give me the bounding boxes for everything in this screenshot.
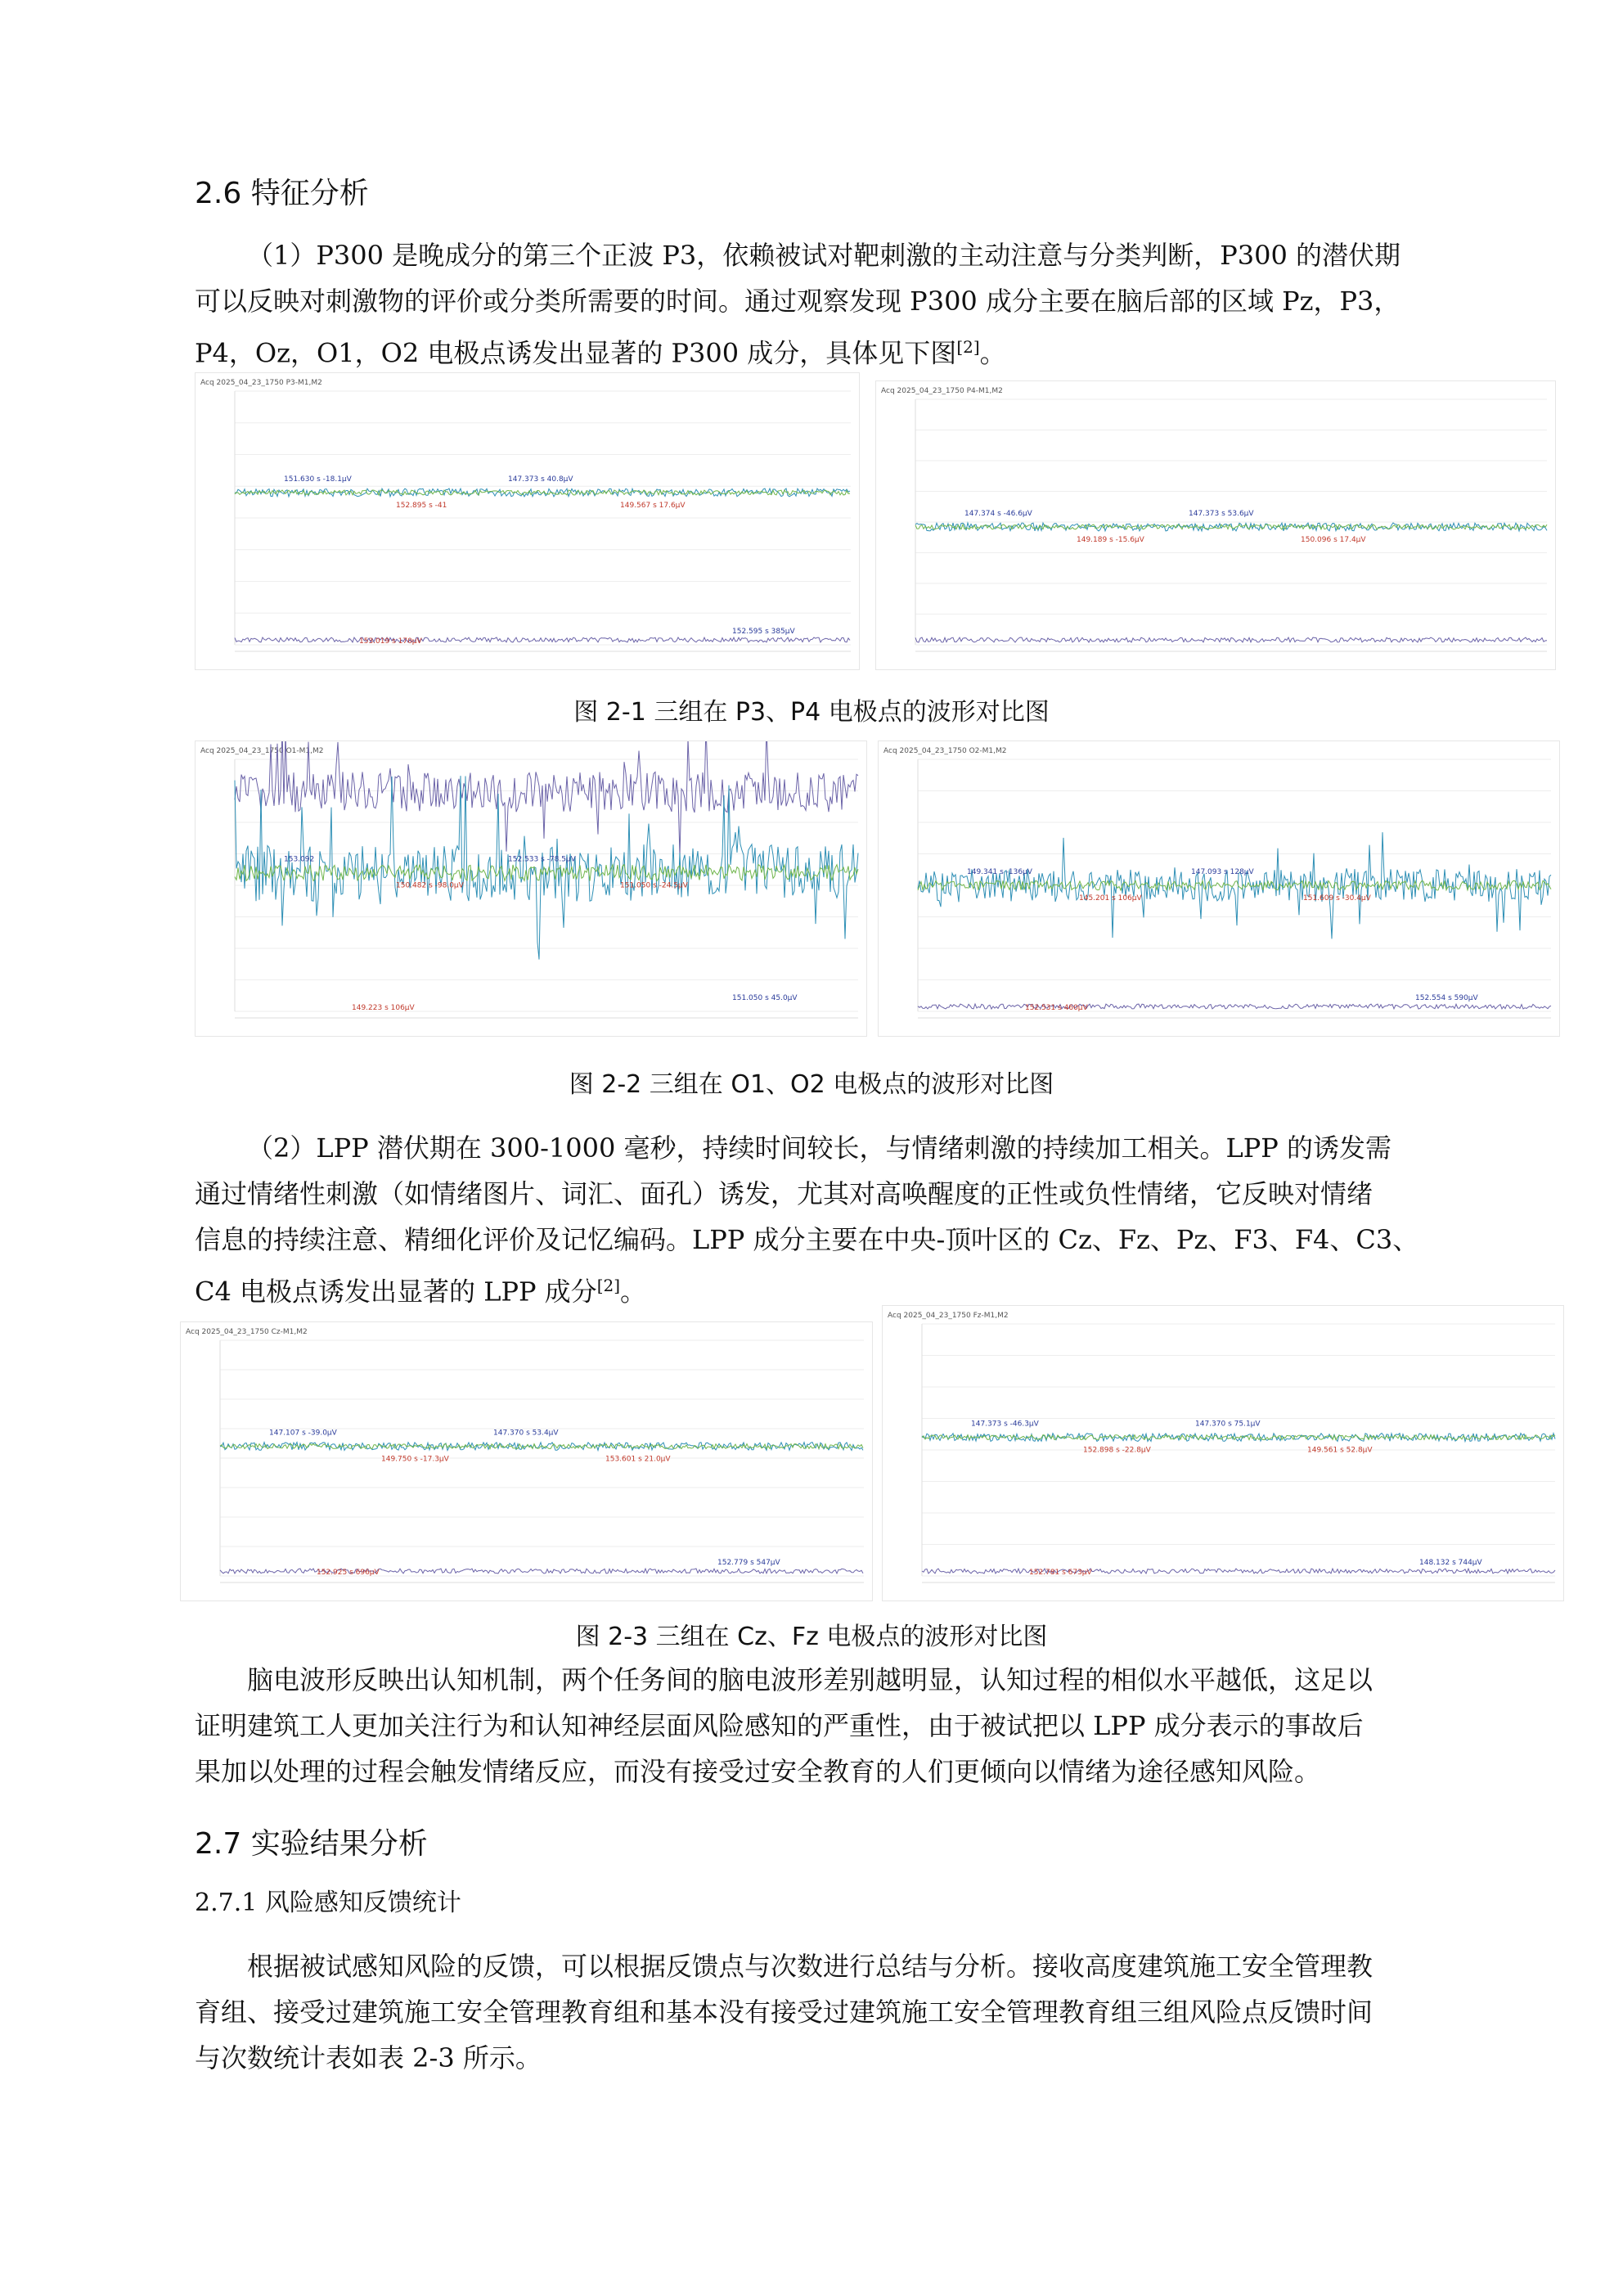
- eeg-waveform-o2: [879, 741, 1559, 1036]
- panel-header: Acq 2025_04_23_1750 O2-M1,M2: [883, 747, 1007, 755]
- eeg-trace: [235, 741, 858, 856]
- peak-annotation: 151.630 s -18.1μV: [284, 475, 352, 484]
- eeg-waveform-o1: [196, 741, 866, 1036]
- peak-annotation: 152.925 s 696μV: [317, 1569, 380, 1577]
- eeg-waveform-fz: [883, 1306, 1563, 1600]
- section-heading-2-7: 2.7 实验结果分析: [195, 1827, 428, 1861]
- figure-2-3-caption: 图 2-3 三组在 Cz、Fz 电极点的波形对比图: [575, 1623, 1048, 1651]
- peak-annotation: 151.609 s -30.4μV: [1303, 894, 1371, 903]
- lpp-line-3: 信息的持续注意、精细化评价及记忆编码。LPP 成分主要在中央-顶叶区的 Cz、Fz、Pz、F3、F4、C3、: [195, 1224, 1419, 1255]
- peak-annotation: 152.898 s -22.8μV: [1083, 1446, 1151, 1455]
- p300-line-2: 可以反映对刺激物的评价或分类所需要的时间。通过观察发现 P300 成分主要在脑后部的区域 Pz，P3，: [195, 286, 1400, 317]
- peak-annotation: 149.567 s 17.6μV: [620, 502, 686, 510]
- figure-2-1-panel-p3: [195, 372, 860, 670]
- peak-annotation: 147.107 s -39.0μV: [269, 1429, 337, 1438]
- citation-ref[interactable]: [2]: [956, 337, 980, 357]
- eeg-trace: [922, 1569, 1555, 1573]
- peak-annotation: 149.561 s 52.8μV: [1307, 1446, 1373, 1455]
- eeg-trace: [918, 1004, 1551, 1009]
- paragraph-lpp: [195, 1125, 1479, 1315]
- section-heading-2-6: 2.6 特征分析: [195, 177, 369, 210]
- eeg-waveform-p3: [196, 373, 859, 669]
- figure-2-3-panel-cz: [180, 1321, 873, 1601]
- peak-annotation: 149.750 s -17.3μV: [381, 1455, 449, 1464]
- peak-annotation: 150.096 s 17.4μV: [1301, 536, 1366, 544]
- feedback-line-3: 与次数统计表如表 2-3 所示。: [195, 2042, 542, 2073]
- eeg-trace: [915, 637, 1547, 642]
- panel-header: Acq 2025_04_23_1750 Fz-M1,M2: [888, 1312, 1009, 1320]
- conclusion-line-1: 脑电波形反映出认知机制，两个任务间的脑电波形差别越明显，认知过程的相似水平越低，这足以: [247, 1664, 1373, 1695]
- panel-header: Acq 2025_04_23_1750 P4-M1,M2: [881, 387, 1003, 395]
- peak-annotation: 150.482 s -98.0μV: [396, 881, 464, 890]
- peak-annotation: 153.019 s 170μV: [359, 637, 422, 646]
- peak-annotation: 153.601 s 21.0μV: [605, 1455, 671, 1464]
- eeg-trace: [235, 776, 858, 960]
- lpp-line-2: 通过情绪性刺激（如情绪图片、词汇、面孔）诱发，尤其对高唤醒度的正性或负性情绪，它反映对情绪: [195, 1178, 1373, 1209]
- peak-annotation: 152.895 s -41: [396, 502, 447, 510]
- peak-annotation: 147.370 s 75.1μV: [1195, 1420, 1261, 1429]
- eeg-waveform-p4: [876, 381, 1555, 669]
- figure-2-2-panel-o2: [878, 741, 1560, 1037]
- peak-annotation: 149.189 s -15.6μV: [1077, 536, 1144, 544]
- panel-header: Acq 2025_04_23_1750 O1-M1,M2: [200, 747, 324, 755]
- subsection-heading-2-7-1: 2.7.1 风险感知反馈统计: [195, 1889, 461, 1917]
- p300-line-3: P4，Oz，O1，O2 电极点诱发出显著的 P300 成分，具体见下图[2]。: [195, 337, 1006, 369]
- lpp-line-1: （2）LPP 潜伏期在 300-1000 毫秒，持续时间较长，与情绪刺激的持续加工相关。LPP 的诱发需: [247, 1132, 1392, 1164]
- citation-ref[interactable]: [2]: [596, 1276, 621, 1295]
- conclusion-line-2: 证明建筑工人更加关注行为和认知神经层面风险感知的严重性，由于被试把以 LPP 成分表示的事故后: [195, 1710, 1364, 1741]
- peak-annotation: 152.595 s 385μV: [732, 628, 795, 636]
- p300-line-1: （1）P300 是晚成分的第三个正波 P3，依赖被试对靶刺激的主动注意与分类判断，P300 的潜伏期: [247, 240, 1400, 271]
- peak-annotation: 147.373 s 53.6μV: [1189, 510, 1254, 518]
- peak-annotation: 151.050 s 45.0μV: [732, 994, 798, 1002]
- panel-header: Acq 2025_04_23_1750 P3-M1,M2: [200, 379, 322, 387]
- panel-header: Acq 2025_04_23_1750 Cz-M1,M2: [186, 1328, 308, 1336]
- figure-2-3-panel-fz: [882, 1305, 1564, 1601]
- peak-annotation: 152.779 s 547μV: [717, 1559, 780, 1567]
- figure-2-2-panel-o1: [195, 741, 867, 1037]
- peak-annotation: 147.373 s -46.3μV: [971, 1420, 1039, 1429]
- eeg-trace: [235, 637, 850, 642]
- peak-annotation: 152.554 s 590μV: [1415, 994, 1478, 1002]
- figure-2-1-panel-p4: [875, 380, 1556, 670]
- feedback-line-2: 育组、接受过建筑施工安全管理教育组和基本没有接受过建筑施工安全管理教育组三组风险点反馈时间: [195, 1997, 1373, 2028]
- peak-annotation: 149.223 s 106μV: [352, 1004, 415, 1012]
- peak-annotation: 147.093 s 128μV: [1191, 868, 1254, 876]
- paragraph-conclusion: [195, 1657, 1479, 1794]
- peak-annotation: 145.201 s 106μV: [1079, 894, 1142, 903]
- peak-annotation: 147.373 s 40.8μV: [508, 475, 573, 484]
- peak-annotation: 153.092: [284, 855, 315, 864]
- figure-2-1-caption: 图 2-1 三组在 P3、P4 电极点的波形对比图: [573, 698, 1050, 727]
- feedback-line-1: 根据被试感知风险的反馈，可以根据反馈点与次数进行总结与分析。接收高度建筑施工安全管理教: [247, 1951, 1373, 1982]
- lpp-line-4: C4 电极点诱发出显著的 LPP 成分[2]。: [195, 1276, 647, 1308]
- peak-annotation: 152.533 s -78.5μV: [508, 855, 576, 864]
- peak-annotation: 147.370 s 53.4μV: [493, 1429, 559, 1438]
- paragraph-p300: [195, 232, 1479, 376]
- peak-annotation: 152.531 s 460μV: [1025, 1004, 1088, 1012]
- peak-annotation: 149.341 s -136μV: [967, 868, 1032, 876]
- peak-annotation: 148.132 s 744μV: [1419, 1559, 1482, 1567]
- eeg-trace: [922, 1435, 1555, 1440]
- peak-annotation: 151.050 s -24.5μV: [620, 881, 688, 890]
- figure-2-2-caption: 图 2-2 三组在 O1、O2 电极点的波形对比图: [569, 1070, 1054, 1099]
- conclusion-line-3: 果加以处理的过程会触发情绪反应，而没有接受过安全教育的人们更倾向以情绪为途径感知风险。: [195, 1756, 1321, 1787]
- paragraph-feedback: [195, 1943, 1479, 2081]
- peak-annotation: 152.781 s 673μV: [1029, 1569, 1092, 1577]
- peak-annotation: 147.374 s -46.6μV: [964, 510, 1032, 518]
- eeg-waveform-cz: [181, 1322, 872, 1600]
